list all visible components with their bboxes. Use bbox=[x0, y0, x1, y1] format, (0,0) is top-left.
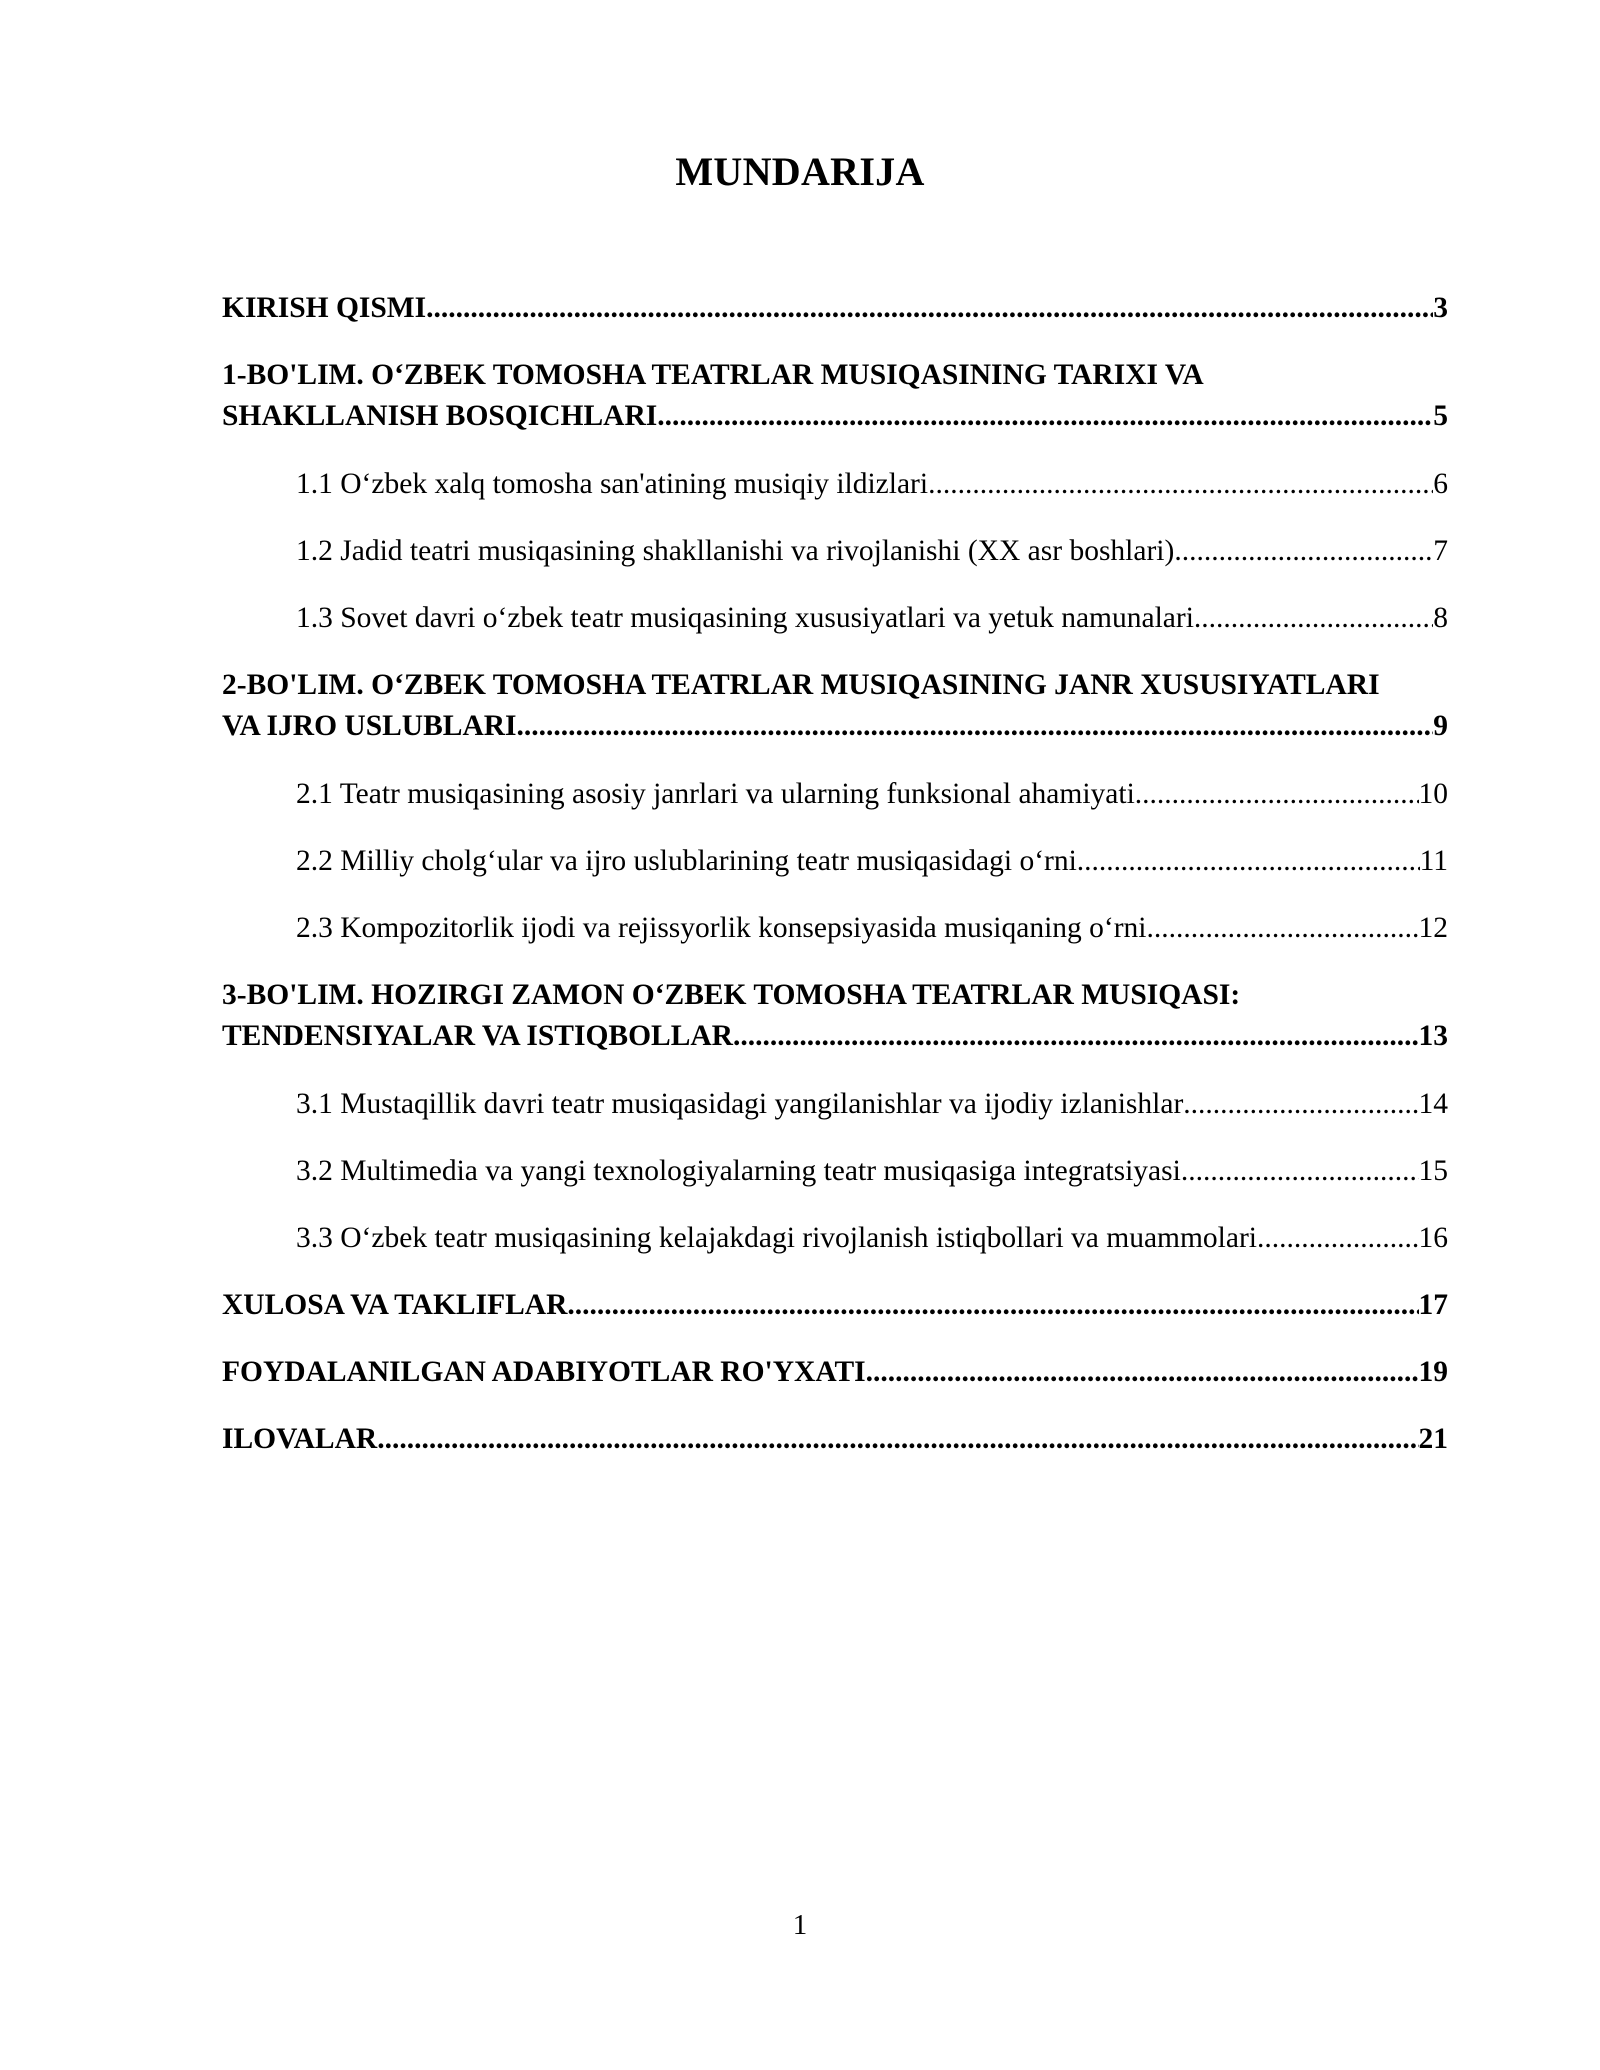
dot-leader bbox=[1181, 1151, 1419, 1192]
toc-entry-label-line1: 1-BO'LIM. O‘ZBEK TOMOSHA TEATRLAR MUSIQASINING TARIXI VA bbox=[222, 359, 1204, 391]
toc-entry-label-line1: 2-BO'LIM. O‘ZBEK TOMOSHA TEATRLAR MUSIQASINING JANR XUSUSIYATLARI bbox=[222, 669, 1380, 701]
toc-page-number: 3 bbox=[1433, 292, 1448, 324]
toc-page-number: 17 bbox=[1418, 1289, 1448, 1321]
toc-entry-label: 2.3 Kompozitorlik ijodi va rejissyorlik konsepsiyasida musiqaning o‘rni bbox=[296, 912, 1147, 944]
toc-entry-label: 2.1 Teatr musiqasining asosiy janrlari va ularning funksional ahamiyati bbox=[296, 778, 1135, 810]
toc-page-number: 9 bbox=[1433, 710, 1448, 742]
toc-page-number: 19 bbox=[1418, 1356, 1448, 1388]
toc-page-number: 13 bbox=[1418, 1020, 1448, 1052]
page-number-footer: 1 bbox=[792, 1909, 808, 1941]
toc-entry-section-2-3[interactable] bbox=[296, 908, 1448, 949]
toc-entry-chapter-2[interactable] bbox=[222, 665, 1448, 747]
toc-entry-intro[interactable] bbox=[222, 288, 1448, 329]
toc-entry-references[interactable] bbox=[222, 1352, 1448, 1393]
toc-entry-section-1-1[interactable] bbox=[296, 464, 1448, 505]
dot-leader bbox=[567, 1285, 1418, 1326]
dot-leader bbox=[1077, 841, 1420, 882]
toc-entry-label: 3.3 O‘zbek teatr musiqasining kelajakdagi rivojlanish istiqbollari va muammolari bbox=[296, 1222, 1257, 1254]
toc-entry-conclusion[interactable] bbox=[222, 1285, 1448, 1326]
toc-page-number: 7 bbox=[1433, 535, 1448, 567]
dot-leader bbox=[1257, 1218, 1419, 1259]
toc-page-number: 11 bbox=[1419, 845, 1448, 877]
toc-page-number: 8 bbox=[1433, 602, 1448, 634]
toc-entry-label-line2: TENDENSIYALAR VA ISTIQBOLLAR bbox=[222, 1020, 733, 1052]
dot-leader bbox=[1135, 774, 1419, 815]
toc-page-number: 6 bbox=[1433, 468, 1448, 500]
toc-page-number: 10 bbox=[1418, 778, 1448, 810]
dot-leader bbox=[426, 288, 1433, 329]
toc-entry-section-1-3[interactable] bbox=[296, 598, 1448, 639]
toc-page-number: 16 bbox=[1418, 1222, 1448, 1254]
toc-entry-label-line2: VA IJRO USLUBLARI bbox=[222, 710, 517, 742]
toc-entry-label: 1.2 Jadid teatri musiqasining shakllanishi va rivojlanishi (XX asr boshlari) bbox=[296, 535, 1175, 567]
toc-page-number: 5 bbox=[1433, 400, 1448, 432]
toc-entry-section-1-2[interactable] bbox=[296, 531, 1448, 572]
dot-leader bbox=[928, 464, 1433, 505]
dot-leader bbox=[1194, 598, 1433, 639]
toc-entry-label: FOYDALANILGAN ADABIYOTLAR RO'YXATI bbox=[222, 1356, 866, 1388]
toc-entry-section-3-3[interactable] bbox=[296, 1218, 1448, 1259]
toc-entry-section-3-2[interactable] bbox=[296, 1151, 1448, 1192]
toc-entry-chapter-1[interactable] bbox=[222, 355, 1448, 437]
toc-entry-section-3-1[interactable] bbox=[296, 1084, 1448, 1125]
toc-entry-label-line1: 3-BO'LIM. HOZIRGI ZAMON O‘ZBEK TOMOSHA TEATRLAR MUSIQASI: bbox=[222, 979, 1241, 1011]
page-title: MUNDARIJA bbox=[675, 149, 925, 194]
toc-entry-label: 3.1 Mustaqillik davri teatr musiqasidagi yangilanishlar va ijodiy izlanishlar bbox=[296, 1088, 1184, 1120]
toc-entry-label: XULOSA VA TAKLIFLAR bbox=[222, 1289, 568, 1321]
dot-leader bbox=[866, 1352, 1419, 1393]
dot-leader bbox=[1174, 531, 1433, 572]
toc-page-number: 15 bbox=[1418, 1155, 1448, 1187]
toc-entry-section-2-2[interactable] bbox=[296, 841, 1448, 882]
toc-page-number: 21 bbox=[1418, 1423, 1448, 1455]
dot-leader bbox=[517, 706, 1434, 747]
toc-entry-section-2-1[interactable] bbox=[296, 774, 1448, 815]
toc-entry-label: 3.2 Multimedia va yangi texnologiyalarning teatr musiqasiga integratsiyasi bbox=[296, 1155, 1181, 1187]
toc-entry-label: 2.2 Milliy cholg‘ular va ijro uslublarining teatr musiqasidagi o‘rni bbox=[296, 845, 1077, 877]
toc-entry-appendix[interactable] bbox=[222, 1419, 1448, 1460]
toc-entry-chapter-3[interactable] bbox=[222, 975, 1448, 1057]
toc-entry-label-line2: SHAKLLANISH BOSQICHLARI bbox=[222, 400, 658, 432]
dot-leader bbox=[377, 1419, 1418, 1460]
dot-leader bbox=[657, 396, 1433, 437]
dot-leader bbox=[733, 1016, 1419, 1057]
toc-entry-label: ILOVALAR bbox=[222, 1423, 378, 1455]
toc-page-number: 14 bbox=[1418, 1088, 1448, 1120]
toc-entry-label: KIRISH QISMI bbox=[222, 292, 427, 324]
dot-leader bbox=[1183, 1084, 1418, 1125]
dot-leader bbox=[1147, 908, 1419, 949]
toc-page-number: 12 bbox=[1418, 912, 1448, 944]
toc-entry-label: 1.1 O‘zbek xalq tomosha san'atining musiqiy ildizlari bbox=[296, 468, 929, 500]
toc-entry-label: 1.3 Sovet davri o‘zbek teatr musiqasining xususiyatlari va yetuk namunalari bbox=[296, 602, 1194, 634]
